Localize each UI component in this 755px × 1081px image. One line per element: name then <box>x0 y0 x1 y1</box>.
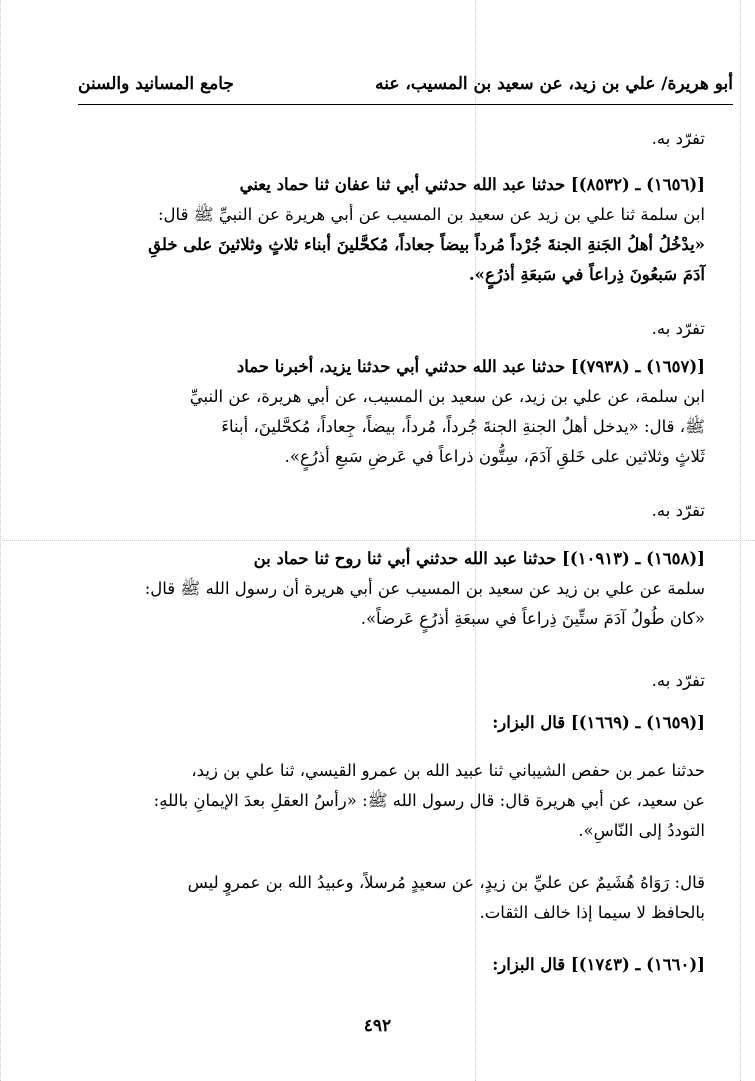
hadith-1658 <box>96 544 705 634</box>
entry-line: قال: رَوَاهُ هُشَيمٌ عن عليِّ بن زيدٍ، عن سعيدٍ مُرسلاً، وعبيدُ الله بن عمروٍ ليس <box>187 873 705 892</box>
header-left-title: جامع المسانيد والسنن <box>78 74 234 94</box>
entry-line: [(١٦٥٨) ـ (١٠٩١٣)] حدثنا عبد الله حدثني أبي ثنا روح ثنا حماد بن <box>253 549 705 568</box>
header-right-title: أبو هريرة/ علي بن زيد، عن سعيد بن المسيب، عنه <box>375 74 733 94</box>
page-number: ٤٩٢ <box>363 1016 392 1036</box>
entry-line: سلمة عن علي بن زيد عن سعيد بن المسيب عن أبي هريرة أن رسول الله ﷺ قال: <box>144 579 705 598</box>
note-text: تفرّد به. <box>651 129 705 148</box>
entry-line: [(١٦٥٩) ـ (١٦٦٩)] قال البزار: <box>492 713 705 732</box>
note-4 <box>96 666 705 696</box>
entry-line: حدثنا عمر بن حفص الشيباني ثنا عبيد الله بن عمرو القيسي، ثنا علي بن زيد، <box>191 761 705 780</box>
note-text: تفرّد به. <box>651 671 705 690</box>
note-3 <box>96 496 705 526</box>
entry-line: ثَلاثٍ وثلاثين على خَلقِ آدَمَ، سِتُّون ذراعاً في عَرضِ سَبعِ أذرُعٍ». <box>284 447 705 466</box>
entry-line: [(١٦٥٦) ـ (٨٥٣٢)] حدثنا عبد الله حدثني أبي ثنا عفان ثنا حماد يعني <box>239 175 705 194</box>
hadith-1656 <box>96 170 705 290</box>
entry-line: بالحافظ لا سيما إذا خالف الثقات. <box>479 903 705 922</box>
note-1 <box>96 124 705 154</box>
entry-line: [(١٦٦٠) ـ (١٧٤٣)] قال البزار: <box>492 955 705 974</box>
note-text: تفرّد به. <box>651 319 705 338</box>
commentary <box>96 868 705 928</box>
entry-line: التوددُ إلى النّاسِ». <box>578 821 705 840</box>
hadith-1659-body <box>96 756 705 846</box>
entry-line: ﷺ، قال: «يدخل أهلُ الجنةِ الجنةَ جُرداً، مُرداً، بيضاً، جِعاداً، مُكحَّلينَ، أبناءَ <box>221 417 705 436</box>
scan-guide-middle <box>0 540 755 541</box>
entry-line: ابن سلمة ثنا علي بن زيد عن سعيد بن المسيب عن أبي هريرة عن النبيِّ ﷺ قال: <box>158 205 705 224</box>
header-rule <box>78 104 733 105</box>
entry-line: آدَمَ سَبعُونَ ذِراعاً في سَبعَةِ أذرُعٍ». <box>468 265 705 284</box>
hadith-1659-head <box>96 708 705 738</box>
note-text: تفرّد به. <box>651 501 705 520</box>
running-header <box>78 66 733 102</box>
hadith-1660-head <box>96 950 705 980</box>
note-2 <box>96 314 705 344</box>
entry-line: «كان طُولُ آدَمَ ستِّينَ ذِراعاً في سبعَةِ أذرُعٍ عَرضاً». <box>360 609 705 628</box>
entry-line: [(١٦٥٧) ـ (٧٩٣٨)] حدثنا عبد الله حدثني أبي حدثنا يزيد، أخبرنا حماد <box>236 357 705 376</box>
entry-line: عن سعيد، عن أبي هريرة قال: قال رسول الله ﷺ: «رأسُ العقلِ بعدَ الإيمانِ باللهِ: <box>153 791 705 810</box>
entry-line: ابن سلمة، عن علي بن زيد، عن سعيد بن المسيب، عن أبي هريرة، عن النبيِّ <box>189 387 705 406</box>
hadith-1657 <box>96 352 705 472</box>
entry-line: «يدْخُلُ أهلُ الجَنةِ الجنةَ جُرْداً مُرداً بيضاً جعاداً، مُكحَّلينَ أبناء ثلاثٍ وثلاثينَ على خلقِ <box>148 235 705 254</box>
